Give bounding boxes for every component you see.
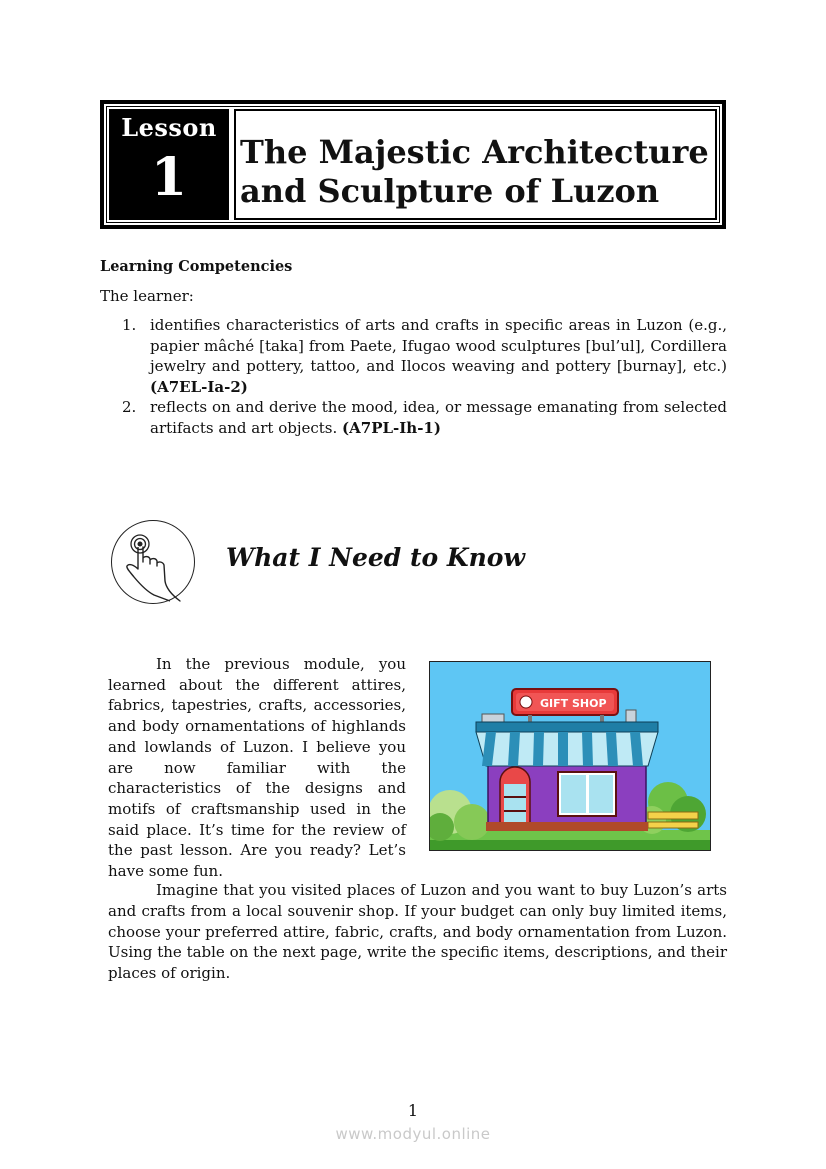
lesson-label: Lesson [121, 113, 217, 142]
lesson-header [100, 100, 726, 229]
section-heading: What I Need to Know [226, 543, 525, 572]
competency-item-1 [122, 315, 727, 397]
lesson-number-box [109, 109, 229, 220]
gift-shop-illustration [429, 661, 711, 851]
lesson-title-line1: The Majestic Architecture [240, 133, 709, 171]
lesson-title-line2: and Sculpture of Luzon [240, 172, 660, 210]
lesson-number: 1 [150, 147, 188, 208]
activity-paragraph-text: Imagine that you visited places of Luzon and you want to buy Luzon’s arts and crafts from a local souvenir shop. If your budget can only buy limited items, choose your preferred attire, fabric, crafts, and body ornamentation from Luzon. Using the table on the next page, write the specific items, descriptions, and their places of origin. [108, 881, 727, 983]
competencies-list [122, 315, 727, 438]
intro-paragraph [108, 654, 406, 882]
competency-number: 2. [122, 398, 137, 416]
competency-text: identifies characteristics of arts and crafts in specific areas in Luzon (e.g., papier mâché [taka] from Paete, Ifugao wood sculptures [bul’ul], Cordillera jewelry and pottery, tattoo, and Ilocos weaving and pottery [burnay], etc.) [150, 316, 727, 375]
gift-shop-sign-text: GIFT SHOP [540, 697, 607, 710]
touch-hand-icon [111, 520, 195, 604]
activity-paragraph [108, 880, 727, 984]
competencies-heading: Learning Competencies [100, 258, 293, 275]
competency-code: (A7PL-Ih-1) [342, 418, 441, 437]
lesson-title-box [234, 109, 717, 220]
watermark: www.modyul.online [335, 1125, 491, 1143]
page-number: 1 [407, 1101, 419, 1120]
competencies-intro: The learner: [100, 287, 194, 305]
competency-text: reflects on and derive the mood, idea, or message emanating from selected artifacts and art objects. [150, 398, 727, 437]
competency-number: 1. [122, 316, 137, 334]
header-inner-border [106, 106, 720, 223]
competency-item-2 [122, 397, 727, 438]
competency-code: (A7EL-Ia-2) [150, 377, 248, 396]
intro-paragraph-text: In the previous module, you learned about the different attires, fabrics, tapestries, crafts, accessories, and body ornamentations of highlands and lowlands of Luzon. I believe you are now familiar with the characteristics of the designs and motifs of craftsmanship used in the said place. It’s time for the review of the past lesson. Are you ready? Let’s have some fun. [108, 655, 406, 881]
